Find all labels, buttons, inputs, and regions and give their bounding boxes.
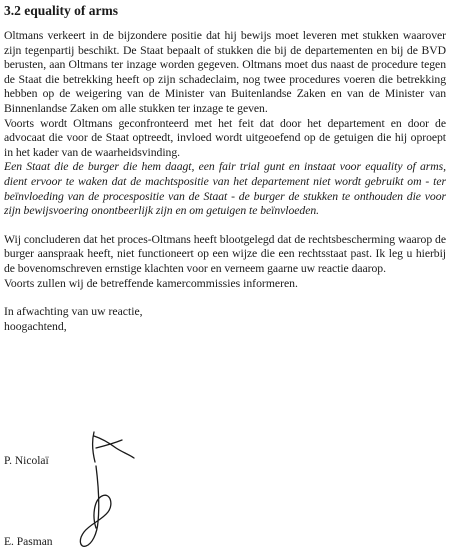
paragraph-conclusion: Wij concluderen dat het proces-Oltmans heeft blootgelegd dat de rechtsbescherming waarop de burger aanspraak heeft, niet functioneert op een wijze die een rechtsstaat past. Ik leg u hierbij de bovenomschreven ernstige klachten voor en verneem gaarne uw reactie daarop. — [4, 232, 446, 275]
document-page — [4, 0, 446, 550]
signatory-name-pasman: E. Pasman — [4, 536, 53, 548]
paragraph-fair-trial: Een Staat die de burger die hem daagt, een fair trial gunt en instaat voor equality of arms, dient ervoor te waken dat de machtspositie van het departement niet wordt gebruikt om - ter beïnvloeding van de procespositie van de Staat - de burger de stukken te onthouden die voor zijn bewijsvoering onontbeerlijk zijn en om getuigen te beïnvloeden. — [4, 160, 446, 218]
signature-pasman-image — [74, 462, 124, 550]
paragraph-committees: Voorts zullen wij de betreffende kamercommissies informeren. — [4, 276, 298, 290]
paragraph-evidence: Oltmans verkeert in de bijzondere positie dat hij bewijs moet leveren met stukken waarover zijn tegenpartij beschikt. De Staat bepaalt of stukken die bij de departementen en bij de BVD berusten, aan Oltmans ter inzage worden gegeven. Oltmans moet dus naast de procedure tegen de Staat die betrekking heeft op zijn schadeclaim, nog twee procedures voeren die betrekking hebben op de weigering van de Minister van Buitenlandse Zaken en van de Minister van Binnenlandse Zaken om alle stukken ter inzage te geven. — [4, 29, 446, 115]
closing-line: In afwachting van uw reactie, — [4, 305, 143, 319]
paragraph-witnesses: Voorts wordt Oltmans geconfronteerd met het feit dat door het departement en door de advocaat die voor de Staat optreedt, invloed wordt uitgeoefend op de getuigen die hij oproept in het kader van de waarheidsvinding. — [4, 116, 446, 159]
section-heading: 3.2 equality of arms — [4, 3, 118, 18]
signatory-name-nicolai: P. Nicolaï — [4, 455, 49, 467]
closing-salutation: hoogachtend, — [4, 319, 67, 333]
